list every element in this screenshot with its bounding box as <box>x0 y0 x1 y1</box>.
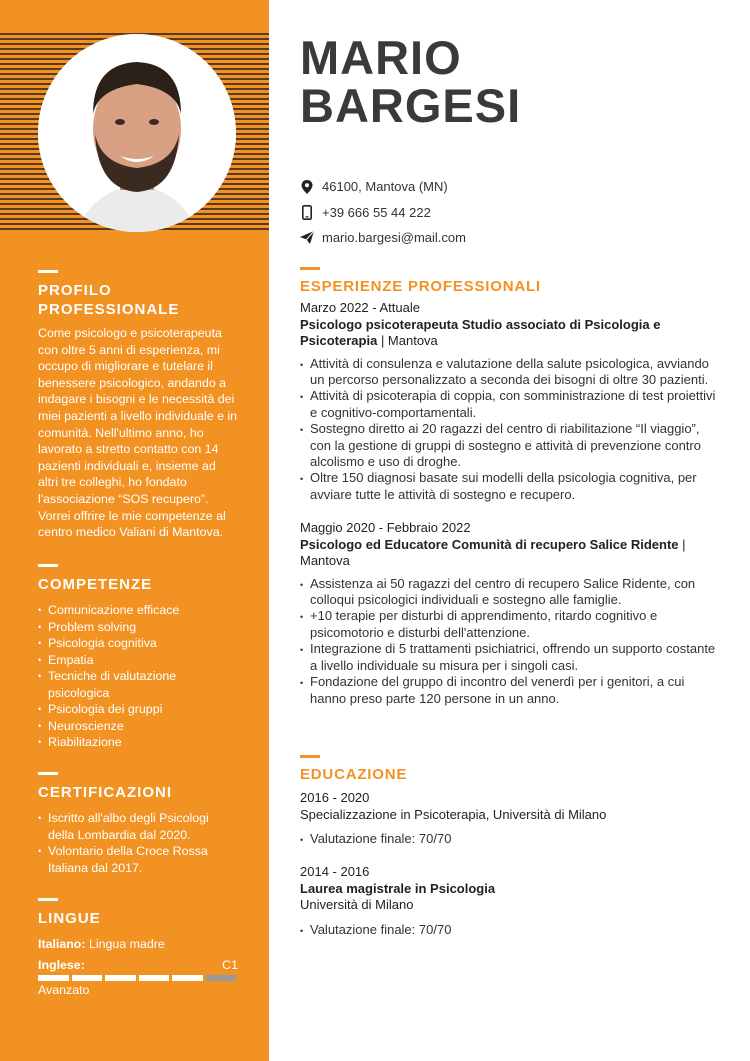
certifications-section <box>38 772 238 876</box>
job-bullet: • Sostegno diretto ai 20 ragazzi del centro di riabilitazione “Il viaggio”, con la gestione di gruppi di sostegno e attività di prevenzione contro alcolismo e uso di droghe. <box>300 421 720 470</box>
languages-title: LINGUE <box>38 910 101 927</box>
section-accent-bar <box>300 755 320 758</box>
language-level-segment <box>139 975 170 981</box>
language-level-segment <box>172 975 203 981</box>
experience-title: ESPERIENZE PROFESSIONALI <box>300 278 541 295</box>
skills-title: COMPETENZE <box>38 576 153 593</box>
language-native-label: Italiano: <box>38 937 86 951</box>
phone-icon <box>300 205 314 219</box>
job-entry <box>300 300 720 503</box>
last-name: BARGESI <box>300 79 522 132</box>
language-second-label: Inglese: <box>38 958 85 972</box>
language-second-level: Avanzato <box>38 983 90 997</box>
language-level-segment <box>105 975 136 981</box>
language-second-row <box>38 958 238 972</box>
map-pin-icon <box>300 180 314 194</box>
skill-item: • Psicologia dei gruppi <box>38 701 238 718</box>
sidebar <box>0 0 269 1061</box>
job-location: | Mantova <box>377 333 438 348</box>
certifications-list <box>38 810 238 876</box>
skill-item: • Neuroscienze <box>38 718 238 735</box>
job-role: Psicologo psicoterapeuta Studio associato di Psicologia e Psicoterapia <box>300 316 661 348</box>
education-bullets <box>300 831 720 847</box>
first-name: MARIO <box>300 31 462 84</box>
profile-text: Come psicologo e psicoterapeuta con oltre 5 anni di esperienza, mi occupo di migliorare e tutelare il benessere psicologico, andando a indagare i bisogni e le necessità dei miei pazienti a livello individuale e in comunità. Nell'ultimo anno, ho lavorato a stretto contatto con 14 pazienti individuali e, insieme ad altri tre colleghi, ho fondato l'associazione “SOS recupero”. Vorrei offrire le mie competenze al centro medico Valiani di Mantova. <box>38 326 238 540</box>
job-entry <box>300 520 720 707</box>
education-entry <box>300 790 720 847</box>
education-degree: Specializzazione in Psicoterapia, Università di Milano <box>300 806 607 822</box>
language-native-value: Lingua madre <box>88 937 165 951</box>
education-date: 2016 - 2020 <box>300 790 370 805</box>
education-school: Università di Milano <box>300 897 414 913</box>
section-accent-bar <box>38 270 58 273</box>
contact-email <box>300 225 466 251</box>
skills-list <box>38 602 238 751</box>
language-second-code: C1 <box>222 958 238 972</box>
skills-section <box>38 564 238 751</box>
profile-title-line-2: PROFESSIONALE <box>38 301 180 318</box>
job-bullet: • Assistenza ai 50 ragazzi del centro di recupero Salice Ridente, con colloqui psicologici individuali e sostegno alle famiglie. <box>300 576 720 609</box>
section-accent-bar <box>300 267 320 270</box>
skill-item: • Problem solving <box>38 619 238 636</box>
job-role-line <box>300 317 720 350</box>
language-native <box>38 936 238 952</box>
address-text: 46100, Mantova (MN) <box>322 179 448 195</box>
skill-item: • Riabilitazione <box>38 734 238 751</box>
language-level-segment <box>206 975 237 981</box>
job-bullet: • Integrazione di 5 trattamenti psichiatrici, offrendo un supporto costante a livello individuale su misura per i singoli casi. <box>300 641 720 674</box>
job-location: | Mantova <box>300 536 686 569</box>
send-icon <box>300 231 314 245</box>
contact-info <box>300 174 466 251</box>
skill-item: • Psicologia cognitiva <box>38 635 238 652</box>
job-role-line <box>300 537 720 570</box>
certification-item: • Iscritto all'albo degli Psicologi della Lombardia dal 2020. <box>38 810 238 843</box>
languages-section <box>38 898 238 997</box>
job-bullet: • Oltre 150 diagnosi basate sui modelli della psicologia cognitiva, per avviare tutte le attività di sostegno e recupero. <box>300 470 720 503</box>
job-role: Psicologo ed Educatore Comunità di recupero Salice Ridente <box>300 536 679 552</box>
education-date: 2014 - 2016 <box>300 864 370 880</box>
job-bullet: • Attività di consulenza e valutazione della salute psicologica, avviando un percorso personalizzato a seconda dei bisogni di oltre 30 pazienti. <box>300 356 720 389</box>
experience-section <box>300 267 720 707</box>
skill-item: • Tecniche di valutazione psicologica <box>38 668 238 701</box>
language-level-segment <box>72 975 103 981</box>
education-bullets <box>300 922 720 938</box>
education-title: EDUCAZIONE <box>300 766 408 783</box>
email-text[interactable]: mario.bargesi@mail.com <box>322 230 466 246</box>
job-date: Maggio 2020 - Febbraio 2022 <box>300 520 471 536</box>
job-bullets <box>300 576 720 707</box>
job-bullet: • +10 terapie per disturbi di apprendimento, ritardo cognitivo e psicomotorio e disturbi dell'attenzione. <box>300 608 720 641</box>
candidate-name <box>300 31 522 132</box>
education-degree-title: Laurea magistrale in Psicologia <box>300 880 496 896</box>
contact-address <box>300 174 466 200</box>
skill-item: • Empatia <box>38 652 238 669</box>
job-date: Marzo 2022 - Attuale <box>300 300 420 315</box>
certifications-title: CERTIFICAZIONI <box>38 784 172 801</box>
language-level-segment <box>38 975 69 981</box>
section-accent-bar <box>38 898 58 901</box>
portrait-illustration <box>38 34 236 232</box>
education-degree <box>300 881 720 898</box>
profile-section <box>38 270 238 541</box>
education-entry <box>300 864 720 938</box>
phone-text: +39 666 55 44 222 <box>322 204 431 220</box>
education-bullet: • Valutazione finale: 70/70 <box>300 831 720 847</box>
section-accent-bar <box>38 772 58 775</box>
job-bullets <box>300 356 720 504</box>
certification-item: • Volontario della Croce Rossa Italiana dal 2017. <box>38 843 238 876</box>
language-level-bar <box>38 975 238 981</box>
skill-item: • Comunicazione efficace <box>38 602 238 619</box>
job-bullet: • Attività di psicoterapia di coppia, con somministrazione di test proiettivi e cognitivo-comportamentali. <box>300 388 720 421</box>
section-accent-bar <box>38 564 58 567</box>
education-bullet: • Valutazione finale: 70/70 <box>300 922 720 938</box>
education-section <box>300 755 720 938</box>
profile-title-line-1: PROFILO <box>38 282 112 299</box>
job-bullet: • Fondazione del gruppo di incontro del venerdì per i genitori, a cui hanno preso parte 120 persone in un anno. <box>300 674 720 707</box>
profile-photo <box>38 34 236 232</box>
contact-phone <box>300 200 466 226</box>
